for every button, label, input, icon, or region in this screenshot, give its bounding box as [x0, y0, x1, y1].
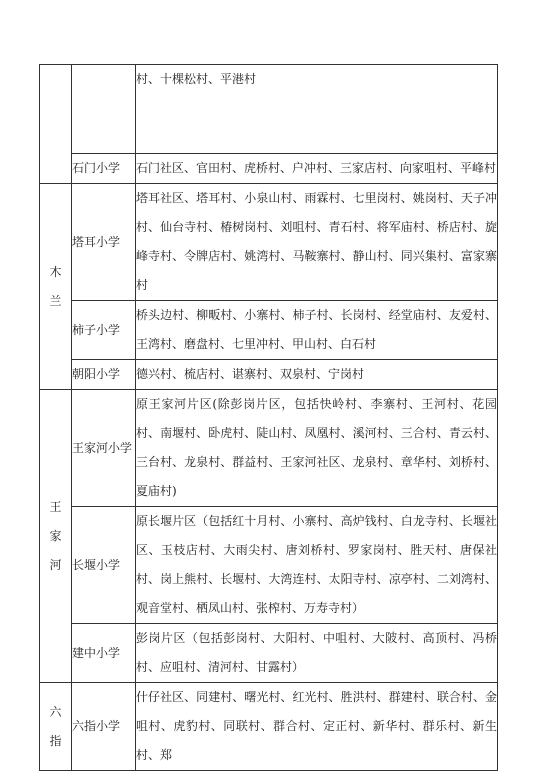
town-char: 指: [49, 733, 62, 748]
table-row: [40, 507, 498, 624]
school-cell: 长堰小学: [72, 507, 136, 624]
town-cell-continued: [40, 65, 72, 184]
villages-cell: 塔耳社区、塔耳村、小泉山村、雨霖村、七里岗村、姚岗村、天子冲村、仙台寺村、椿树岗村、刘咀村、青石村、将军庙村、桥店村、旋峰寺村、令牌店村、姚湾村、马鞍寨村、静山村、同兴集村、富家寨村: [136, 184, 498, 301]
villages-cell: 村、十棵松村、平港村: [136, 65, 498, 154]
town-char: 六: [49, 704, 62, 719]
town-char: 木: [49, 264, 62, 279]
table-row: [40, 390, 498, 507]
school-cell: 六指小学: [72, 683, 136, 771]
villages-cell: 德兴村、梳店村、谌寨村、双泉村、宁岗村: [136, 360, 498, 390]
school-cell: 塔耳小学: [72, 184, 136, 301]
school-district-table: [39, 64, 498, 771]
table-row: [40, 184, 498, 301]
table-row: [40, 301, 498, 360]
school-cell: 朝阳小学: [72, 360, 136, 390]
villages-cell: 原长堰片区（包括红十月村、小寨村、高炉钱村、白龙寺村、长堰社区、玉枝店村、大雨尖村、唐刘桥村、罗家岗村、胜天村、唐保社村、岗上熊村、长堰村、大湾连村、太阳寺村、凉亭村、二刘湾村、观音堂村、栖凤山村、张榨村、万寿寺村）: [136, 507, 498, 624]
school-cell: 建中小学: [72, 624, 136, 683]
town-char: 兰: [49, 293, 62, 308]
town-char: 家: [49, 528, 62, 543]
table-row: [40, 154, 498, 184]
school-cell: 石门小学: [72, 154, 136, 184]
town-char: 河: [49, 557, 62, 572]
villages-cell: 原王家河片区(除彭岗片区，包括快岭村、李寨村、王河村、花园村、南堰村、卧虎村、陡山村、凤凰村、溪河村、三合村、青云村、三台村、龙泉村、群益村、王家河社区、龙泉村、章华村、刘桥村、夏庙村): [136, 390, 498, 507]
table-row: [40, 683, 498, 771]
villages-cell: 什仔社区、同建村、曙光村、红光村、胜洪村、群建村、联合村、金咀村、虎豹村、同联村、群合村、定正村、新华村、群乐村、新生村、郑: [136, 683, 498, 771]
school-cell: [72, 65, 136, 154]
villages-cell: 石门社区、官田村、虎桥村、户冲村、三家店村、向家咀村、平峰村: [136, 154, 498, 184]
table-row: [40, 65, 498, 154]
school-cell: 柿子小学: [72, 301, 136, 360]
table-row: [40, 360, 498, 390]
town-char: 王: [49, 499, 62, 514]
school-cell: 王家河小学: [72, 390, 136, 507]
town-cell-wangjiahe: [40, 390, 72, 683]
villages-cell: 桥头边村、柳畈村、小寨村、柿子村、长岗村、经堂庙村、友爱村、王湾村、磨盘村、七里冲村、甲山村、白石村: [136, 301, 498, 360]
town-cell-liuzhi: [40, 683, 72, 771]
villages-cell: 彭岗片区（包括彭岗村、大阳村、中咀村、大陂村、高顶村、冯桥村、应咀村、清河村、甘露村）: [136, 624, 498, 683]
table-row: [40, 624, 498, 683]
town-cell-mulan: [40, 184, 72, 390]
